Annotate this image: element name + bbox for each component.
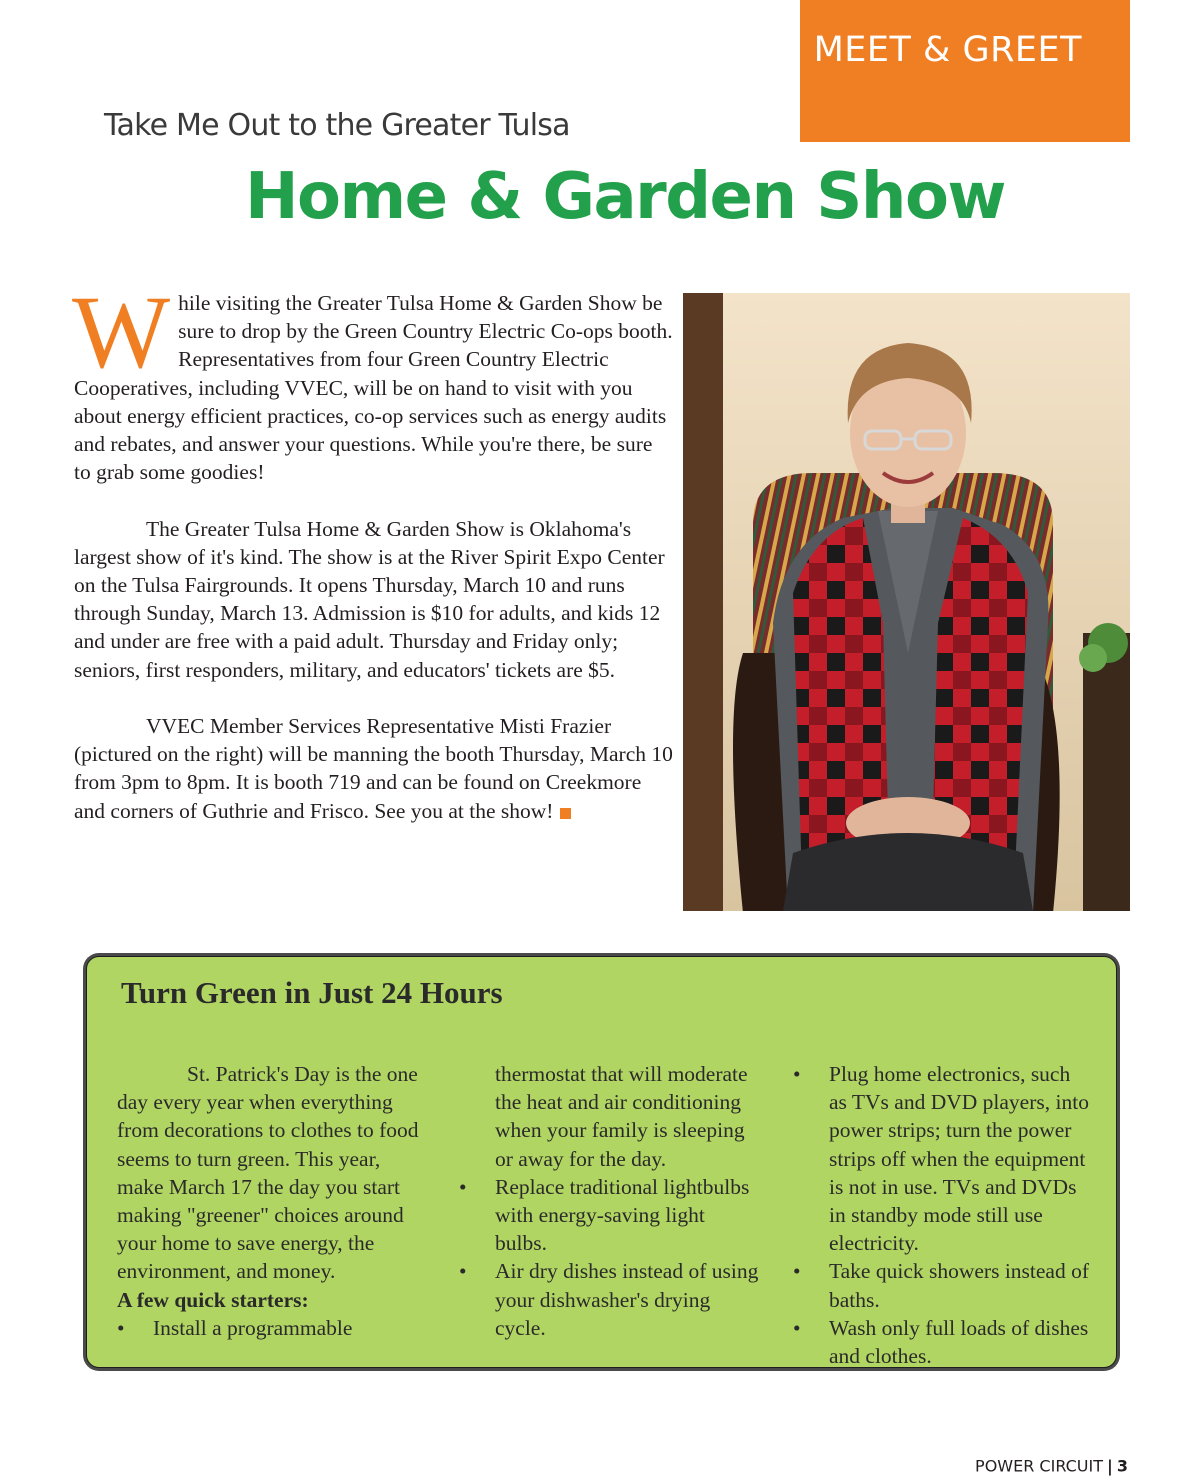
publication-name: POWER CIRCUIT bbox=[975, 1456, 1104, 1476]
tips-list-part-3 bbox=[793, 1060, 1093, 1370]
end-of-story-mark bbox=[560, 808, 571, 819]
section-tab-label: MEET & GREET bbox=[813, 30, 1082, 70]
tip-item-1-continued: thermostat that will moderate the heat and air conditioning when your family is sleeping or away for the day. bbox=[495, 1062, 748, 1171]
article-paragraph-3 bbox=[74, 712, 674, 825]
portrait-illustration bbox=[683, 293, 1130, 911]
tips-list-part-1 bbox=[117, 1314, 427, 1342]
sidebar-column-2 bbox=[459, 1060, 759, 1342]
page-footer bbox=[975, 1457, 1128, 1476]
portrait-photo bbox=[683, 293, 1130, 911]
headline: Home & Garden Show bbox=[244, 160, 1006, 234]
tip-item-3: • Air dry dishes instead of using your dishwasher's drying cycle. bbox=[459, 1257, 759, 1342]
tips-sidebar-panel bbox=[86, 956, 1117, 1368]
starters-heading-text: A few quick starters: bbox=[117, 1287, 309, 1312]
page-number: 3 bbox=[1116, 1456, 1128, 1476]
tips-sidebar bbox=[83, 953, 1120, 1371]
kicker-line: Take Me Out to the Greater Tulsa bbox=[104, 108, 570, 143]
sidebar-title: Turn Green in Just 24 Hours bbox=[121, 975, 503, 1010]
sidebar-column-3 bbox=[793, 1060, 1093, 1370]
article-paragraph-1 bbox=[72, 275, 674, 486]
tip-item-1: • Install a programmable bbox=[117, 1314, 427, 1342]
article-body bbox=[72, 275, 674, 825]
sidebar-column-1 bbox=[117, 1060, 427, 1342]
section-tab bbox=[800, 0, 1130, 142]
tips-list-part-2 bbox=[459, 1173, 759, 1342]
footer-separator: | bbox=[1107, 1456, 1113, 1476]
starters-heading bbox=[117, 1286, 427, 1314]
tip-item-6: • Wash only full loads of dishes and clothes. bbox=[793, 1314, 1093, 1370]
tip-item-2: • Replace traditional lightbulbs with energy-saving light bulbs. bbox=[459, 1173, 759, 1258]
tip-item-5: • Take quick showers instead of baths. bbox=[793, 1257, 1093, 1313]
article-paragraph-2: The Greater Tulsa Home & Garden Show is Oklahoma's largest show of it's kind. The show is at the River Spirit Expo Center on the Tulsa Fairgrounds. It opens Thursday, March 10 and runs through Sunday, March 13. Admission is $10 for adults, and kids 12 and under are free with a paid adult. Thursday and Friday only; seniors, first responders, military, and educators' tickets are $5. bbox=[74, 516, 665, 682]
article-paragraph-1-text: hile visiting the Greater Tulsa Home & Garden Show be sure to drop by the Green Country Electric Co-ops booth. Representatives from four Green Country Electric Cooperatives, including VVEC, will be on hand to visit with you about energy efficient practices, co-op services such as energy audits and rebates, and answer your questions. While you're there, be sure to grab some goodies! bbox=[74, 291, 673, 485]
sidebar-intro: St. Patrick's Day is the one day every year when everything from decorations to clothes to food seems to turn green. This year, make March 17 the day you start making "greener" choices around your home to save energy, the environment, and money. bbox=[117, 1062, 419, 1284]
tip-item-4: • Plug home electronics, such as TVs and DVD players, into power strips; turn the power strips off when the equipment is not in use. TVs and DVDs in standby mode still use electricity. bbox=[793, 1060, 1093, 1257]
article-paragraph-3-text: VVEC Member Services Representative Misti Frazier (pictured on the right) will be manning the booth Thursday, March 10 from 3pm to 8pm. It is booth 719 and can be found on Creekmore and corners of Guthrie and Frisco. See you at the show! bbox=[74, 714, 673, 823]
drop-cap: W bbox=[72, 275, 171, 390]
